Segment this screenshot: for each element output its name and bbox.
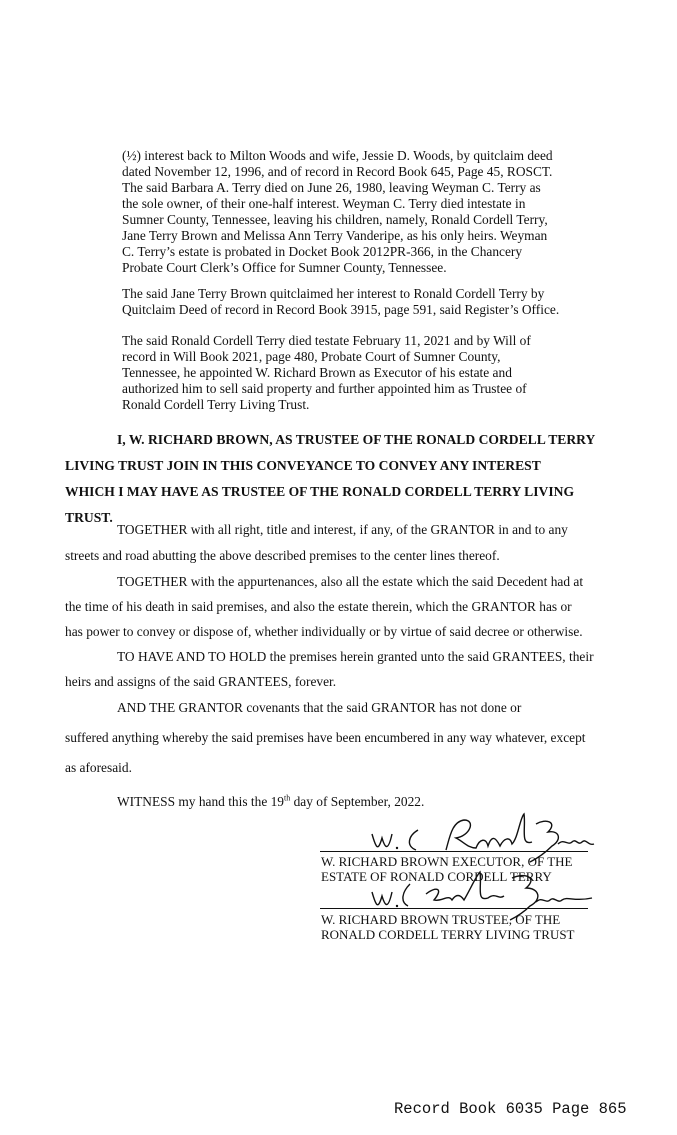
signature-line-trustee — [320, 908, 588, 909]
text-line: Tennessee, he appointed W. Richard Brown as Executor of his estate and — [122, 365, 512, 380]
text-line: LIVING TRUST JOIN IN THIS CONVEYANCE TO CONVEY ANY INTEREST — [65, 458, 541, 473]
paragraph-will — [122, 333, 602, 413]
text-line: TOGETHER with the appurtenances, also all the estate which the said Decedent had at — [117, 574, 584, 589]
signature-line-executor — [320, 851, 588, 852]
witness-suffix: day of September, 2022. — [290, 794, 425, 809]
text-line: suffered anything whereby the said premises have been encumbered in any way whatever, except — [65, 730, 586, 745]
text-line: as aforesaid. — [65, 760, 132, 775]
paragraph-quitclaim — [122, 286, 602, 318]
text-line: Ronald Cordell Terry Living Trust. — [122, 397, 310, 412]
text-line: heirs and assigns of the said GRANTEES, forever. — [65, 674, 337, 689]
text-line: I, W. RICHARD BROWN, AS TRUSTEE OF THE RONALD CORDELL TERRY — [117, 432, 596, 447]
text-line: TO HAVE AND TO HOLD the premises herein granted unto the said GRANTEES, their — [117, 649, 594, 664]
record-book-stamp: Record Book 6035 Page 865 — [394, 1100, 627, 1118]
text-line: The said Jane Terry Brown quitclaimed her interest to Ronald Cordell Terry by — [122, 286, 545, 301]
text-line: Quitclaim Deed of record in Record Book 3915, page 591, said Register’s Office. — [122, 302, 560, 317]
trustee-caption-line: W. RICHARD BROWN TRUSTEE, OF THE — [321, 912, 561, 927]
text-line: AND THE GRANTOR covenants that the said GRANTOR has not done or — [117, 700, 522, 715]
text-line: TRUST. — [65, 510, 113, 525]
text-line: record in Will Book 2021, page 480, Probate Court of Sumner County, — [122, 349, 501, 364]
witness-superscript: th — [284, 793, 291, 803]
text-line: the sole owner, of their one-half interest. Weyman C. Terry died intestate in — [122, 196, 526, 211]
executor-caption-line: ESTATE OF RONALD CORDELL TERRY — [321, 869, 552, 884]
text-line: The said Barbara A. Terry died on June 26, 1980, leaving Weyman C. Terry as — [122, 180, 541, 195]
text-line: (½) interest back to Milton Woods and wife, Jessie D. Woods, by quitclaim deed — [122, 148, 553, 163]
text-line: dated November 12, 1996, and of record in Record Book 645, Page 45, ROSCT. — [122, 164, 553, 179]
text-line: Jane Terry Brown and Melissa Ann Terry Vanderipe, as his only heirs. Weyman — [122, 228, 548, 243]
text-line: the time of his death in said premises, and also the estate therein, which the GRANTOR has or — [65, 599, 572, 614]
text-line: TOGETHER with all right, title and interest, if any, of the GRANTOR in and to any — [117, 522, 568, 537]
text-line: WHICH I MAY HAVE AS TRUSTEE OF THE RONALD CORDELL TERRY LIVING — [65, 484, 575, 499]
witness-prefix: WITNESS my hand this the 19 — [117, 794, 284, 809]
paragraph-chain-of-title — [122, 148, 602, 276]
executor-caption-line: W. RICHARD BROWN EXECUTOR, OF THE — [321, 854, 573, 869]
text-line: Sumner County, Tennessee, leaving his children, namely, Ronald Cordell Terry, — [122, 212, 548, 227]
text-line: has power to convey or dispose of, whether individually or by virtue of said decree or otherwise. — [65, 624, 583, 639]
text-line: authorized him to sell said property and further appointed him as Trustee of — [122, 381, 527, 396]
text-line: streets and road abutting the above described premises to the center lines thereof. — [65, 548, 500, 563]
trustee-caption-line: RONALD CORDELL TERRY LIVING TRUST — [321, 927, 575, 942]
text-line: C. Terry’s estate is probated in Docket Book 2012PR-366, in the Chancery — [122, 244, 523, 259]
text-line: The said Ronald Cordell Terry died testate February 11, 2021 and by Will of — [122, 333, 531, 348]
trustee-joinder-clause — [65, 427, 625, 531]
text-line: Probate Court Clerk’s Office for Sumner County, Tennessee. — [122, 260, 447, 275]
